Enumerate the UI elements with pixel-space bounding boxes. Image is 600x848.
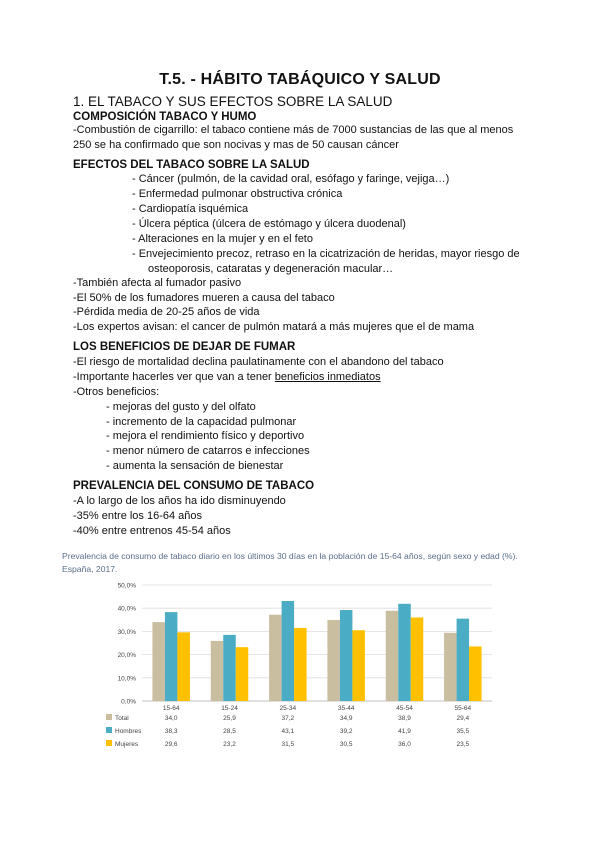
prevalencia-line: -40% entre entrenos 45-54 años — [73, 525, 231, 537]
data-label: 29,4 — [456, 715, 470, 722]
composicion-line: -Combustión de cigarrillo: el tabaco contiene más de 7000 sustancias de las que al menos — [73, 124, 514, 136]
x-tick-label: 55-64 — [454, 705, 472, 712]
efectos-heading: EFECTOS DEL TABACO SOBRE LA SALUD — [73, 159, 310, 171]
prevalencia-line: -35% entre los 16-64 años — [73, 510, 203, 522]
bar-mujeres — [352, 630, 365, 701]
bar-total — [152, 622, 165, 701]
data-label: 38,3 — [164, 728, 178, 735]
page-title: T.5. - HÁBITO TABÁQUICO Y SALUD — [159, 71, 441, 88]
efecto-item: - Cardiopatía isquémica — [132, 203, 249, 215]
x-tick-label: 25-34 — [279, 705, 297, 712]
prevalencia-line: -A lo largo de los años ha ido disminuyendo — [73, 495, 286, 507]
chart-title: Prevalencia de consumo de tabaco diario en los últimos 30 días en la población de 15-64 años, según sexo y edad (%). España, 2017. — [62, 551, 518, 574]
bar-total — [386, 611, 399, 701]
legend-label: Mujeres — [115, 741, 139, 748]
y-tick-label: 20,0% — [117, 652, 136, 660]
data-label: 29,6 — [164, 741, 178, 748]
data-label: 23,5 — [456, 741, 470, 748]
data-label: 34,9 — [339, 715, 353, 722]
y-tick-label: 30,0% — [117, 628, 136, 636]
prevalencia-heading: PREVALENCIA DEL CONSUMO DE TABACO — [73, 480, 315, 492]
efecto-item: osteoporosis, cataratas y degeneración macular… — [148, 263, 394, 275]
data-label: 37,2 — [281, 715, 295, 722]
x-tick-label: 45-54 — [396, 705, 413, 712]
beneficios-underlined: beneficios inmediatos — [274, 371, 381, 383]
bar-hombres — [223, 635, 236, 701]
data-label: 30,5 — [339, 741, 353, 748]
beneficios-heading: LOS BENEFICIOS DE DEJAR DE FUMAR — [73, 341, 296, 353]
data-label: 43,1 — [281, 728, 295, 735]
section-heading: 1. EL TABACO Y SUS EFECTOS SOBRE LA SALUD — [73, 94, 393, 109]
data-label: 23,2 — [223, 741, 236, 748]
beneficio-item: - incremento de la capacidad pulmonar — [106, 416, 297, 428]
bar-hombres — [165, 612, 178, 701]
x-tick-label: 15-64 — [162, 705, 180, 712]
composicion-line: 250 se ha confirmado que son nocivas y mas de 50 causan cáncer — [73, 139, 399, 151]
data-label: 25,9 — [223, 715, 236, 722]
data-label: 36,0 — [398, 741, 411, 748]
y-tick-label: 40,0% — [117, 605, 136, 613]
beneficio-item: - aumenta la sensación de bienestar — [106, 460, 284, 472]
efecto-note: -El 50% de los fumadores mueren a causa del tabaco — [73, 292, 335, 304]
bar-total — [211, 641, 224, 701]
efecto-note: -También afecta al fumador pasivo — [73, 277, 242, 289]
bar-mujeres — [236, 647, 249, 701]
legend-swatch-hombres — [106, 727, 112, 733]
data-label: 41,9 — [398, 728, 411, 735]
y-tick-label: 50,0% — [117, 582, 136, 590]
bar-mujeres — [411, 617, 424, 701]
bar-mujeres — [177, 632, 190, 701]
beneficio-item: - menor número de catarros e infecciones — [106, 445, 310, 457]
y-tick-label: 10,0% — [117, 675, 136, 683]
data-label: 38,9 — [398, 715, 411, 722]
x-tick-label: 15-24 — [221, 705, 238, 712]
efecto-item: - Envejecimiento precoz, retraso en la cicatrización de heridas, mayor riesgo de — [132, 248, 520, 260]
efecto-item: - Cáncer (pulmón, de la cavidad oral, esófago y faringe, vejiga…) — [132, 173, 450, 185]
bar-mujeres — [469, 646, 482, 701]
data-label: 28,5 — [223, 728, 236, 735]
beneficios-line: -El riesgo de mortalidad declina paulatinamente con el abandono del tabaco — [73, 356, 444, 368]
bar-hombres — [282, 601, 295, 701]
efecto-item: - Úlcera péptica (úlcera de estómago y úlcera duodenal) — [132, 218, 406, 230]
beneficios-line-text: -Importante hacerles ver que van a tener — [73, 371, 275, 383]
legend-swatch-mujeres — [106, 740, 112, 746]
data-label: 31,5 — [281, 741, 295, 748]
bar-hombres — [398, 604, 411, 701]
efecto-note: -Los expertos avisan: el cancer de pulmón matará a más mujeres que el de mama — [73, 321, 475, 333]
y-tick-label: 0,0% — [121, 698, 136, 706]
data-label: 35,5 — [456, 728, 470, 735]
beneficio-item: - mejoras del gusto y del olfato — [106, 401, 256, 413]
bar-total — [444, 633, 457, 701]
x-tick-label: 35-44 — [337, 705, 355, 712]
beneficios-line: -Otros beneficios: — [73, 386, 160, 398]
bar-total — [269, 615, 282, 701]
data-label: 39,2 — [339, 728, 353, 735]
efecto-item: - Alteraciones en la mujer y en el feto — [132, 233, 313, 245]
efecto-item: - Enfermedad pulmonar obstructiva crónica — [132, 188, 343, 200]
beneficio-item: - mejora el rendimiento físico y deportivo — [106, 430, 305, 442]
efecto-note: -Pérdida media de 20-25 años de vida — [73, 306, 260, 318]
composicion-heading: COMPOSICIÓN TABACO Y HUMO — [73, 111, 257, 123]
legend-swatch-total — [106, 714, 112, 720]
bar-hombres — [457, 619, 470, 701]
data-label: 34,0 — [164, 715, 178, 722]
legend-label: Total — [115, 715, 129, 722]
bar-mujeres — [294, 628, 307, 701]
bar-total — [327, 620, 340, 701]
legend-label: Hombres — [115, 728, 142, 735]
bar-hombres — [340, 610, 353, 701]
